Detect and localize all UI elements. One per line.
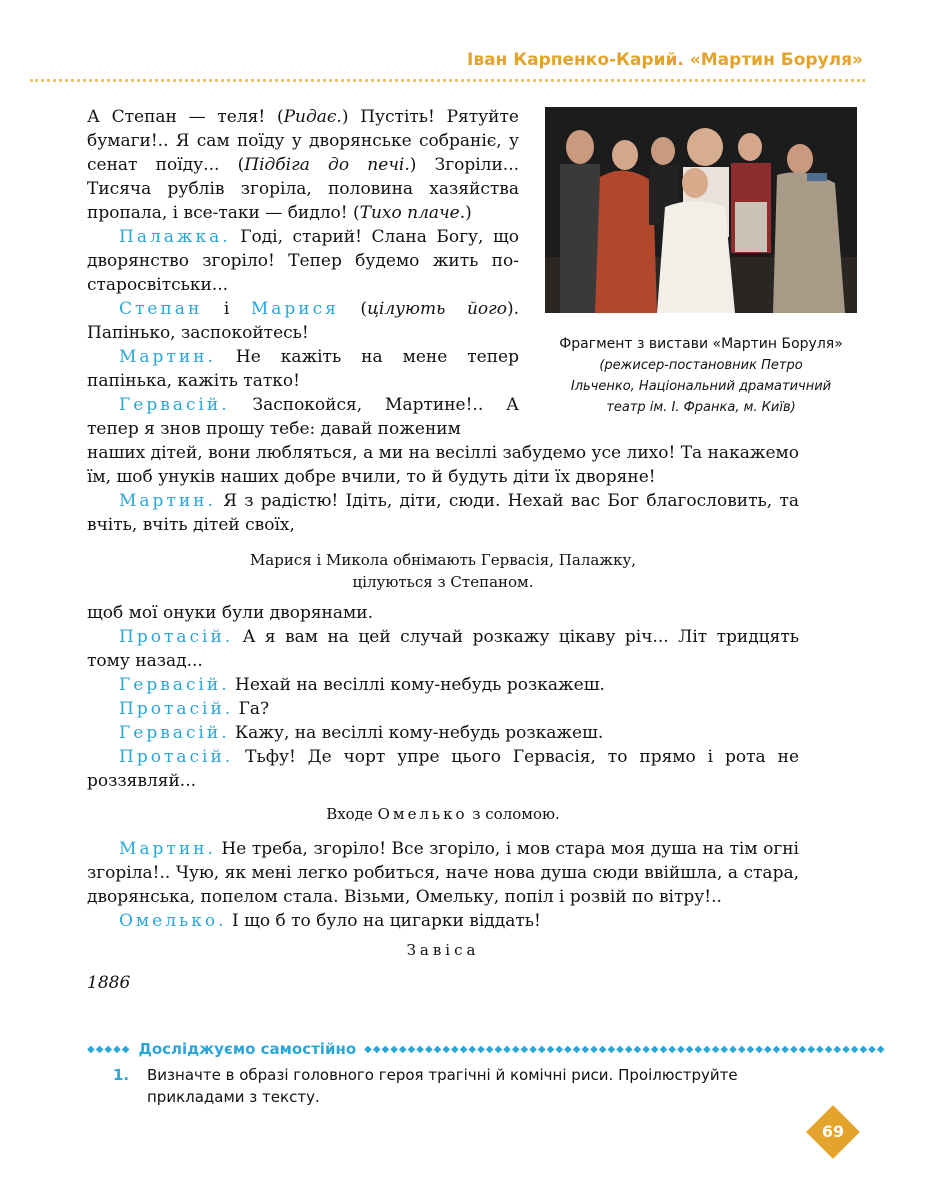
speaker-name: Омелько.: [119, 911, 227, 931]
task-number: 1.: [113, 1066, 130, 1084]
play-text-main: [87, 441, 799, 995]
section-heading: [87, 1040, 886, 1058]
paragraph: А Степан — теля! (Ридає.) Пустіть! Рятуйте бумаги!.. Я сам поїду у дворянське собраніє, у сенат поїду... (Підбіга до печі.) Згоріли... Тисяча рублів згоріла, половина хазяйства пропала, і все-таки — бидло! (Тихо плаче.): [87, 107, 519, 223]
speaker-name: Протасій.: [119, 627, 234, 647]
dots-decoration: ◆◆◆◆◆◆◆◆◆◆◆◆◆◆◆◆◆◆◆◆◆◆◆◆◆◆◆◆◆◆◆◆◆◆◆◆◆◆◆◆◆◆◆◆◆◆◆◆◆◆◆◆◆◆◆◆◆◆◆◆: [364, 1043, 886, 1055]
task-text: Визначте в образі головного героя трагічні й комічні риси. Проілюструйте прикладами з тексту.: [147, 1066, 738, 1106]
task-item: [113, 1064, 803, 1108]
paragraph: Палажка. Годі, старий! Слана Богу, що дворянство згоріло! Тепер будемо жить по-старосвітськи...: [87, 227, 519, 295]
speaker-name: Гервасій.: [119, 723, 230, 743]
section-title: Досліджуємо самостійно: [138, 1040, 357, 1058]
speaker-name: Палажка.: [119, 227, 231, 247]
header-divider: [30, 79, 865, 82]
paragraph: Протасій. Га?: [119, 699, 270, 719]
paragraph: наших дітей, вони люблятьcя, а ми на весіллі забудемо усе лихо! Та накажемо їм, шоб унуків наших добре вчили, то й будуть діти їх дворяне!: [87, 443, 799, 487]
stage-direction: Марися і Микола обнімають Гервасія, Палажку, цілуються з Степаном.: [249, 551, 637, 591]
speaker-name: Гервасій.: [119, 675, 230, 695]
paragraph: Гервасій. Кажу, на весіллі кому-небудь розкажеш.: [119, 723, 604, 743]
speaker-name: Протасій.: [119, 699, 234, 719]
speaker-name: Степан: [119, 299, 203, 319]
speaker-name: Мартин.: [119, 347, 216, 367]
page-number: 69: [821, 1122, 845, 1141]
caption-line-2: Ільченко, Національний драматичний: [570, 379, 832, 394]
paragraph: Протасій. Тьфу! Де чорт упре цього Гервасія, то прямо і рота не роззявляй...: [87, 747, 799, 791]
paragraph: Мартин. Не треба, згоріло! Все згоріло, і мов стара моя душа на тім огні згоріла!.. Чую, як мені легко робиться, наче нова душа сюди ввійшла, а стара, дворянська, попелом стала. Візьми, Омельку, попіл і розвій по вітру!..: [87, 839, 799, 907]
speaker-name: Марися: [250, 299, 339, 319]
paragraph: Гервасій. Заспокойся, Мартине!.. А тепер я знов прошу тебе: давай поженим: [87, 395, 519, 439]
photo-caption: [530, 333, 872, 418]
photo-illustration: [545, 107, 857, 313]
caption-title: Фрагмент з вистави «Мартин Боруля»: [559, 336, 843, 352]
running-header: Іван Карпенко-Карий. «Мартин Боруля»: [467, 50, 863, 70]
paragraph: щоб мої онуки були дворянами.: [87, 603, 373, 623]
speaker-name: Протасій.: [119, 747, 234, 767]
page-number-badge: [806, 1105, 860, 1159]
play-photo: [545, 107, 857, 313]
paragraph: Мартин. Не кажіть на мене тепер папінька, кажіть татко!: [87, 347, 519, 391]
stage-direction: Входе Омелько з соломою.: [326, 805, 560, 823]
paragraph: Омелько. І що б то було на цигарки віддать!: [119, 911, 541, 931]
speaker-name: Мартин.: [119, 839, 216, 859]
speaker-name: Гервасій.: [119, 395, 230, 415]
paragraph: Протасій. А я вам на цей случай розкажу цікаву річ... Літ тридцять тому назад...: [87, 627, 799, 671]
caption-line-1: (режисер-постановник Петро: [599, 358, 803, 373]
caption-line-3: театр ім. І. Франка, м. Київ): [606, 400, 796, 415]
play-text-top: [87, 105, 519, 441]
paragraph: Гервасій. Нехай на весіллі кому-небудь розкажеш.: [119, 675, 605, 695]
year-label: 1886: [87, 973, 131, 993]
paragraph: Мартин. Я з радістю! Ідіть, діти, сюди. Нехай вас Бог благословить, та вчіть, вчіть дітей своїх,: [87, 491, 799, 535]
dots-decoration: ◆◆◆◆◆: [87, 1043, 131, 1055]
paragraph: Степан і Марися (цілують його). Папінько, заспокойтесь!: [87, 299, 520, 343]
curtain-label: Завіса: [406, 941, 480, 959]
speaker-name: Мартин.: [119, 491, 216, 511]
